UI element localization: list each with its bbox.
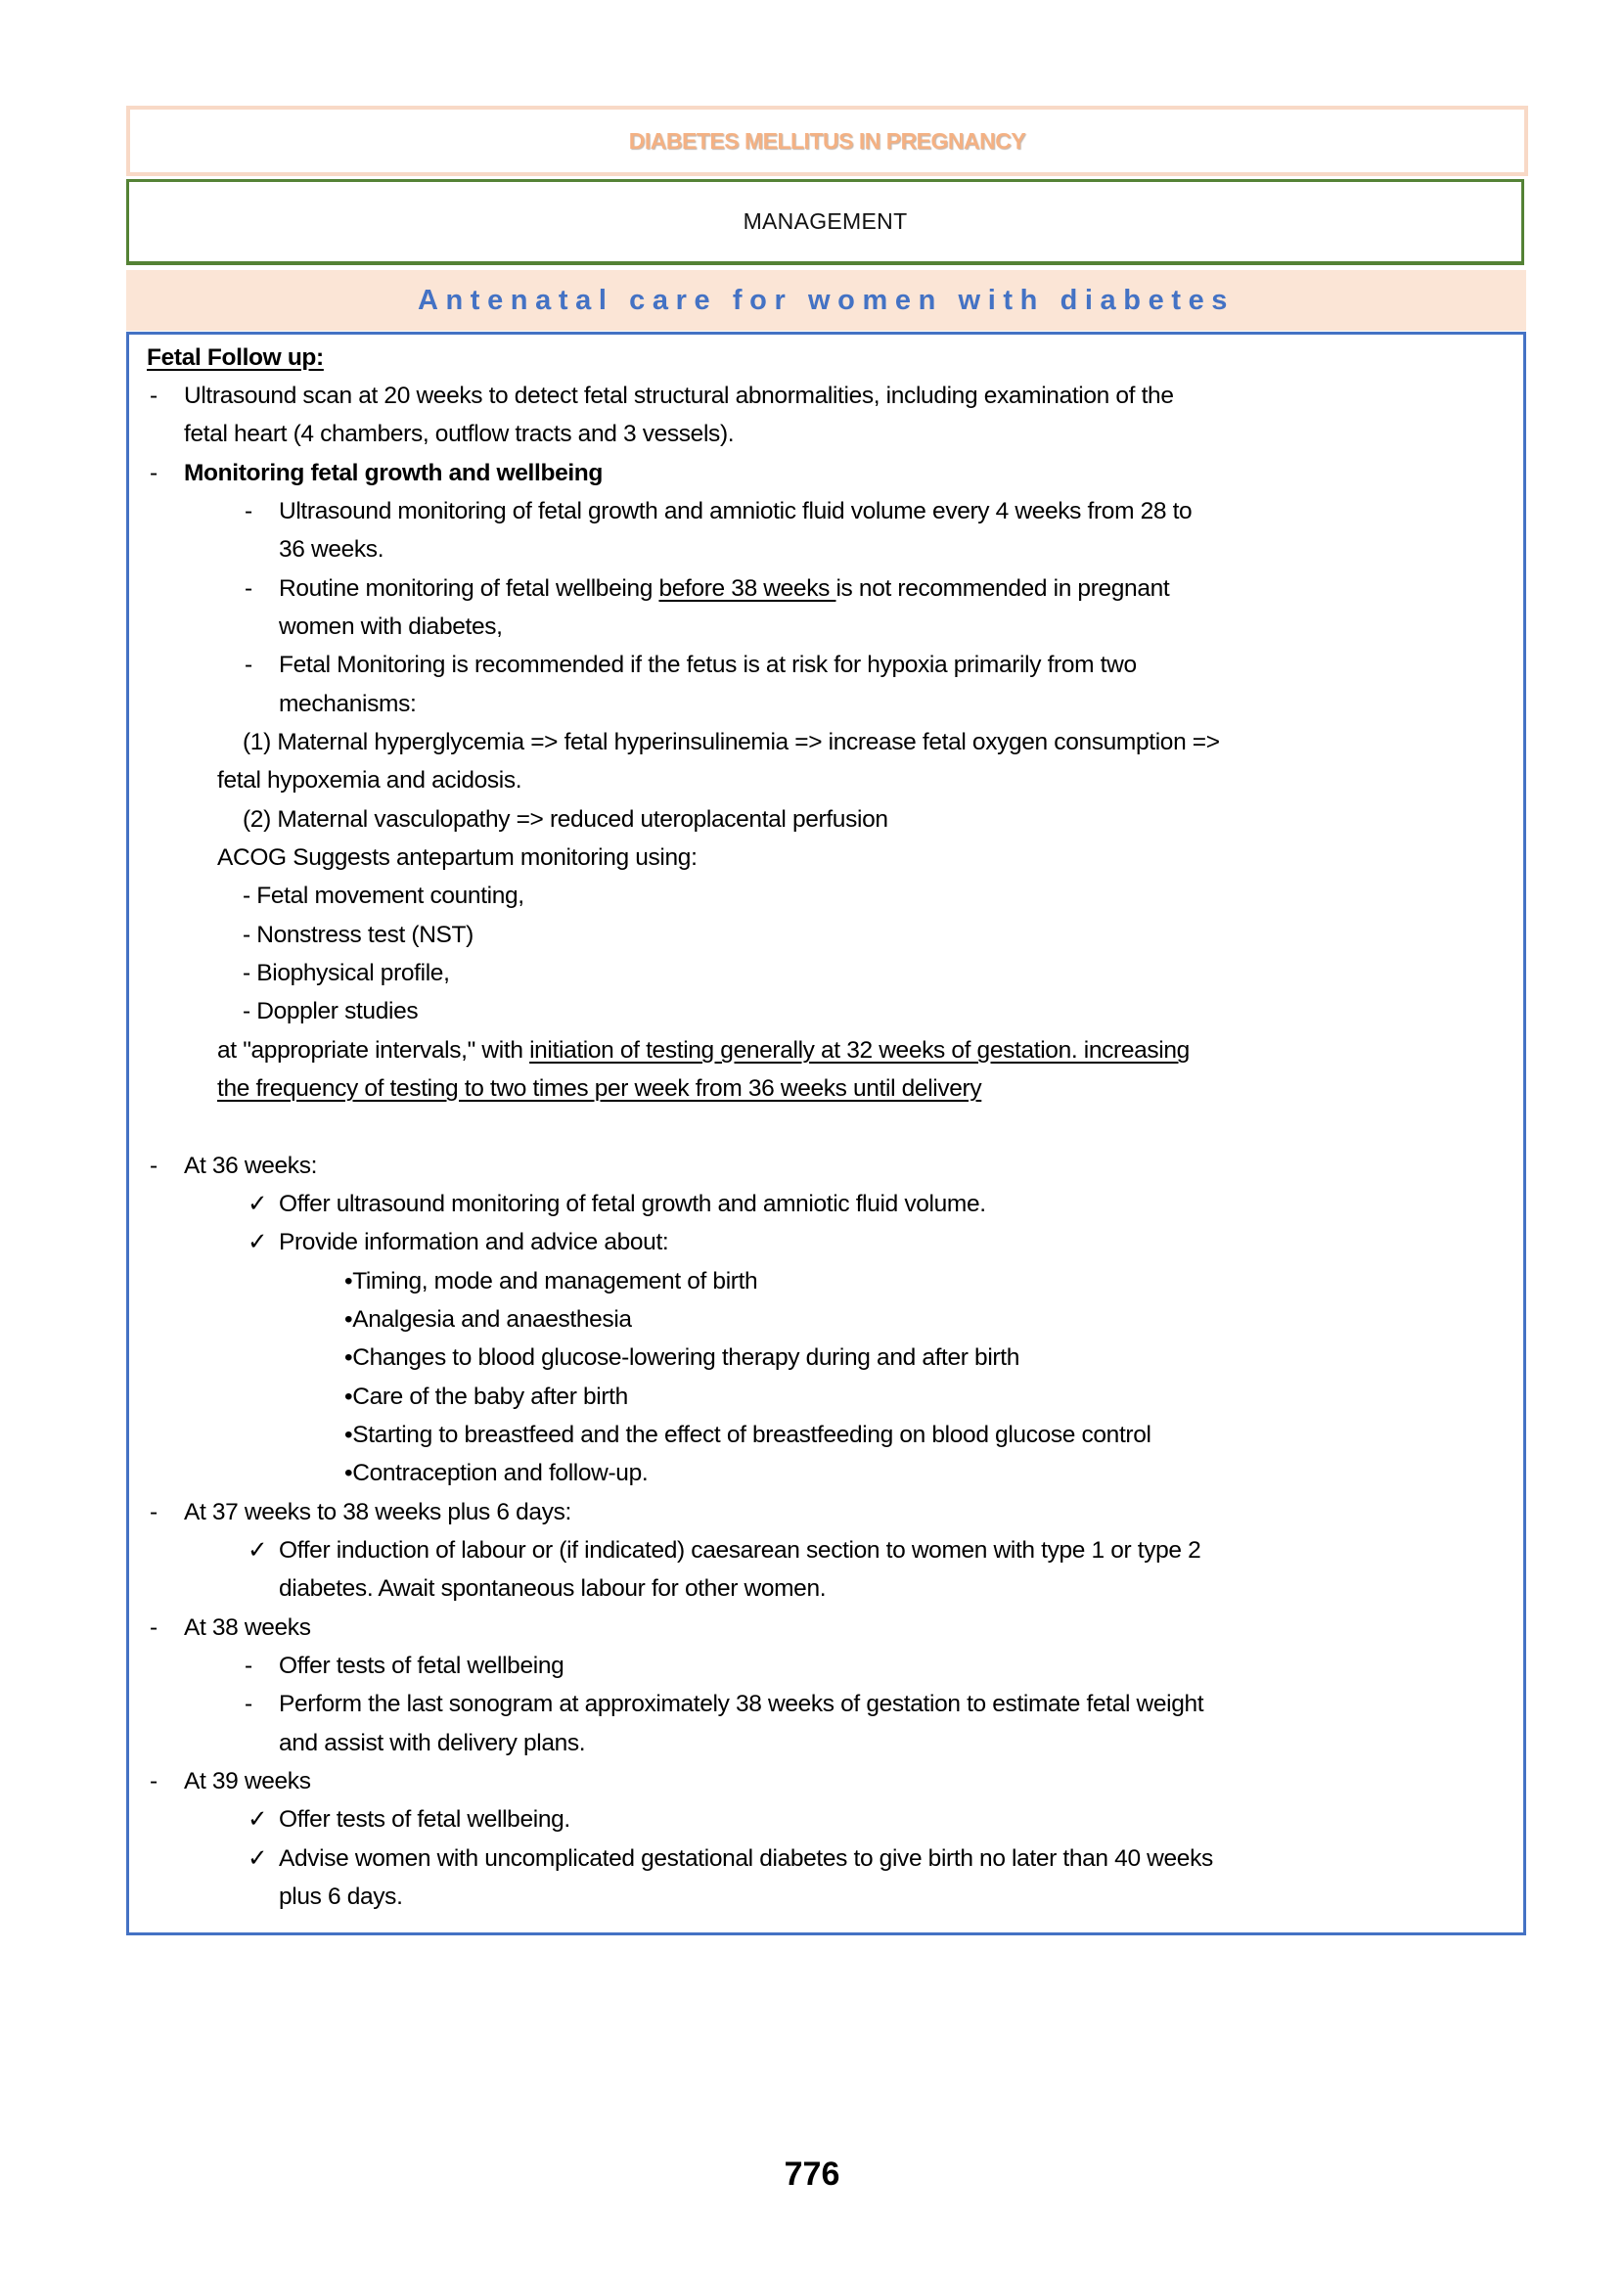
list-item-week-37 bbox=[150, 1493, 571, 1531]
check-item bbox=[248, 1185, 986, 1223]
underlined-text: before 38 weeks bbox=[658, 575, 836, 602]
bullet-item: •Starting to breastfeed and the effect of breastfeeding on blood glucose control bbox=[344, 1422, 1151, 1448]
item-text-continued: fetal heart (4 chambers, outflow tracts and 3 vessels). bbox=[184, 421, 735, 447]
week-label: At 38 weeks bbox=[184, 1614, 311, 1641]
dash-marker: - bbox=[150, 460, 158, 486]
bullet-item: •Analgesia and anaesthesia bbox=[344, 1306, 632, 1333]
dash-marker: - bbox=[150, 1614, 158, 1641]
acog-method: - Biophysical profile, bbox=[243, 960, 450, 986]
item-text-continued: 36 weeks. bbox=[279, 536, 384, 563]
acog-intro: ACOG Suggests antepartum monitoring using: bbox=[217, 844, 698, 871]
document-title: DIABETES MELLITUS IN PREGNANCY bbox=[628, 127, 1026, 154]
check-item bbox=[248, 1531, 1201, 1569]
item-text-continued: plus 6 days. bbox=[279, 1884, 403, 1910]
item-text: Perform the last sonogram at approximately 38 weeks of gestation to estimate fetal weight bbox=[279, 1691, 1204, 1717]
item-text-continued: mechanisms: bbox=[279, 691, 417, 717]
testing-interval bbox=[217, 1031, 1190, 1069]
dash-marker: - bbox=[245, 498, 252, 524]
check-item bbox=[248, 1839, 1213, 1878]
mechanism-1-continued: fetal hypoxemia and acidosis. bbox=[217, 767, 522, 794]
section-box bbox=[126, 179, 1524, 265]
testing-interval-continued: the frequency of testing to two times per week from 36 weeks until delivery bbox=[217, 1075, 982, 1102]
mechanism-2: (2) Maternal vasculopathy => reduced uteroplacental perfusion bbox=[243, 806, 888, 833]
list-item bbox=[150, 454, 604, 492]
subtitle-band bbox=[126, 270, 1526, 331]
monitoring-heading: Monitoring fetal growth and wellbeing bbox=[184, 460, 604, 486]
dash-marker: - bbox=[150, 1153, 158, 1179]
item-text: Ultrasound monitoring of fetal growth and amniotic fluid volume every 4 weeks from 28 to bbox=[279, 498, 1193, 524]
item-text: is not recommended in pregnant bbox=[835, 575, 1170, 602]
list-item bbox=[150, 377, 1174, 415]
list-item-week-36 bbox=[150, 1147, 318, 1185]
bullet-item: •Changes to blood glucose-lowering therapy during and after birth bbox=[344, 1344, 1019, 1371]
sub-list-item bbox=[245, 1647, 564, 1685]
check-item bbox=[248, 1223, 669, 1261]
dash-marker: - bbox=[245, 575, 252, 602]
week-label: At 39 weeks bbox=[184, 1768, 311, 1794]
sub-list-item bbox=[245, 646, 1137, 684]
check-icon: ✓ bbox=[248, 1191, 268, 1217]
bullet-item: •Contraception and follow-up. bbox=[344, 1460, 649, 1486]
sub-list-item bbox=[245, 569, 1170, 608]
item-text: Offer induction of labour or (if indicated) caesarean section to women with type 1 or type 2 bbox=[279, 1537, 1201, 1564]
acog-method: - Nonstress test (NST) bbox=[243, 922, 474, 948]
check-icon: ✓ bbox=[248, 1537, 268, 1564]
item-text: Advise women with uncomplicated gestational diabetes to give birth no later than 40 weeks bbox=[279, 1845, 1213, 1872]
acog-method: - Fetal movement counting, bbox=[243, 883, 524, 909]
item-text: Routine monitoring of fetal wellbeing bbox=[279, 575, 659, 602]
mechanism-1: (1) Maternal hyperglycemia => fetal hyperinsulinemia => increase fetal oxygen consumption => bbox=[243, 729, 1220, 755]
subtitle: Antenatal care for women with diabetes bbox=[417, 284, 1236, 316]
item-text-continued: women with diabetes, bbox=[279, 613, 503, 640]
dash-marker: - bbox=[150, 1768, 158, 1794]
list-item-week-39 bbox=[150, 1762, 311, 1800]
sub-list-item bbox=[245, 1685, 1204, 1723]
item-text-continued: diabetes. Await spontaneous labour for other women. bbox=[279, 1575, 827, 1602]
item-text-continued: and assist with delivery plans. bbox=[279, 1730, 586, 1756]
dash-marker: - bbox=[150, 1499, 158, 1525]
item-text: Ultrasound scan at 20 weeks to detect fetal structural abnormalities, including examination of the bbox=[184, 383, 1174, 409]
check-icon: ✓ bbox=[248, 1806, 268, 1833]
dash-marker: - bbox=[245, 1691, 252, 1717]
item-text: Offer ultrasound monitoring of fetal growth and amniotic fluid volume. bbox=[279, 1191, 986, 1217]
item-text: Provide information and advice about: bbox=[279, 1229, 669, 1255]
item-text: Offer tests of fetal wellbeing bbox=[279, 1653, 564, 1679]
item-text: Offer tests of fetal wellbeing. bbox=[279, 1806, 570, 1833]
bullet-item: •Timing, mode and management of birth bbox=[344, 1268, 758, 1294]
dash-marker: - bbox=[245, 652, 252, 678]
check-icon: ✓ bbox=[248, 1229, 268, 1255]
check-icon: ✓ bbox=[248, 1845, 268, 1872]
page-number: 776 bbox=[784, 2156, 840, 2193]
item-text: Fetal Monitoring is recommended if the fetus is at risk for hypoxia primarily from two bbox=[279, 652, 1137, 678]
dash-marker: - bbox=[245, 1653, 252, 1679]
week-label: At 37 weeks to 38 weeks plus 6 days: bbox=[184, 1499, 571, 1525]
acog-method: - Doppler studies bbox=[243, 998, 419, 1024]
fetal-follow-up-heading: Fetal Follow up: bbox=[147, 344, 324, 371]
underlined-text: initiation of testing generally at 32 weeks of gestation. increasing bbox=[529, 1037, 1190, 1064]
section-title: MANAGEMENT bbox=[743, 208, 908, 234]
content-box bbox=[126, 332, 1526, 1935]
document-title-box bbox=[126, 106, 1528, 176]
dash-marker: - bbox=[150, 383, 158, 409]
interval-text: at "appropriate intervals," with bbox=[217, 1037, 530, 1064]
sub-list-item bbox=[245, 492, 1193, 530]
list-item-week-38 bbox=[150, 1609, 311, 1647]
check-item bbox=[248, 1800, 570, 1839]
week-label: At 36 weeks: bbox=[184, 1153, 318, 1179]
bullet-item: •Care of the baby after birth bbox=[344, 1384, 628, 1410]
